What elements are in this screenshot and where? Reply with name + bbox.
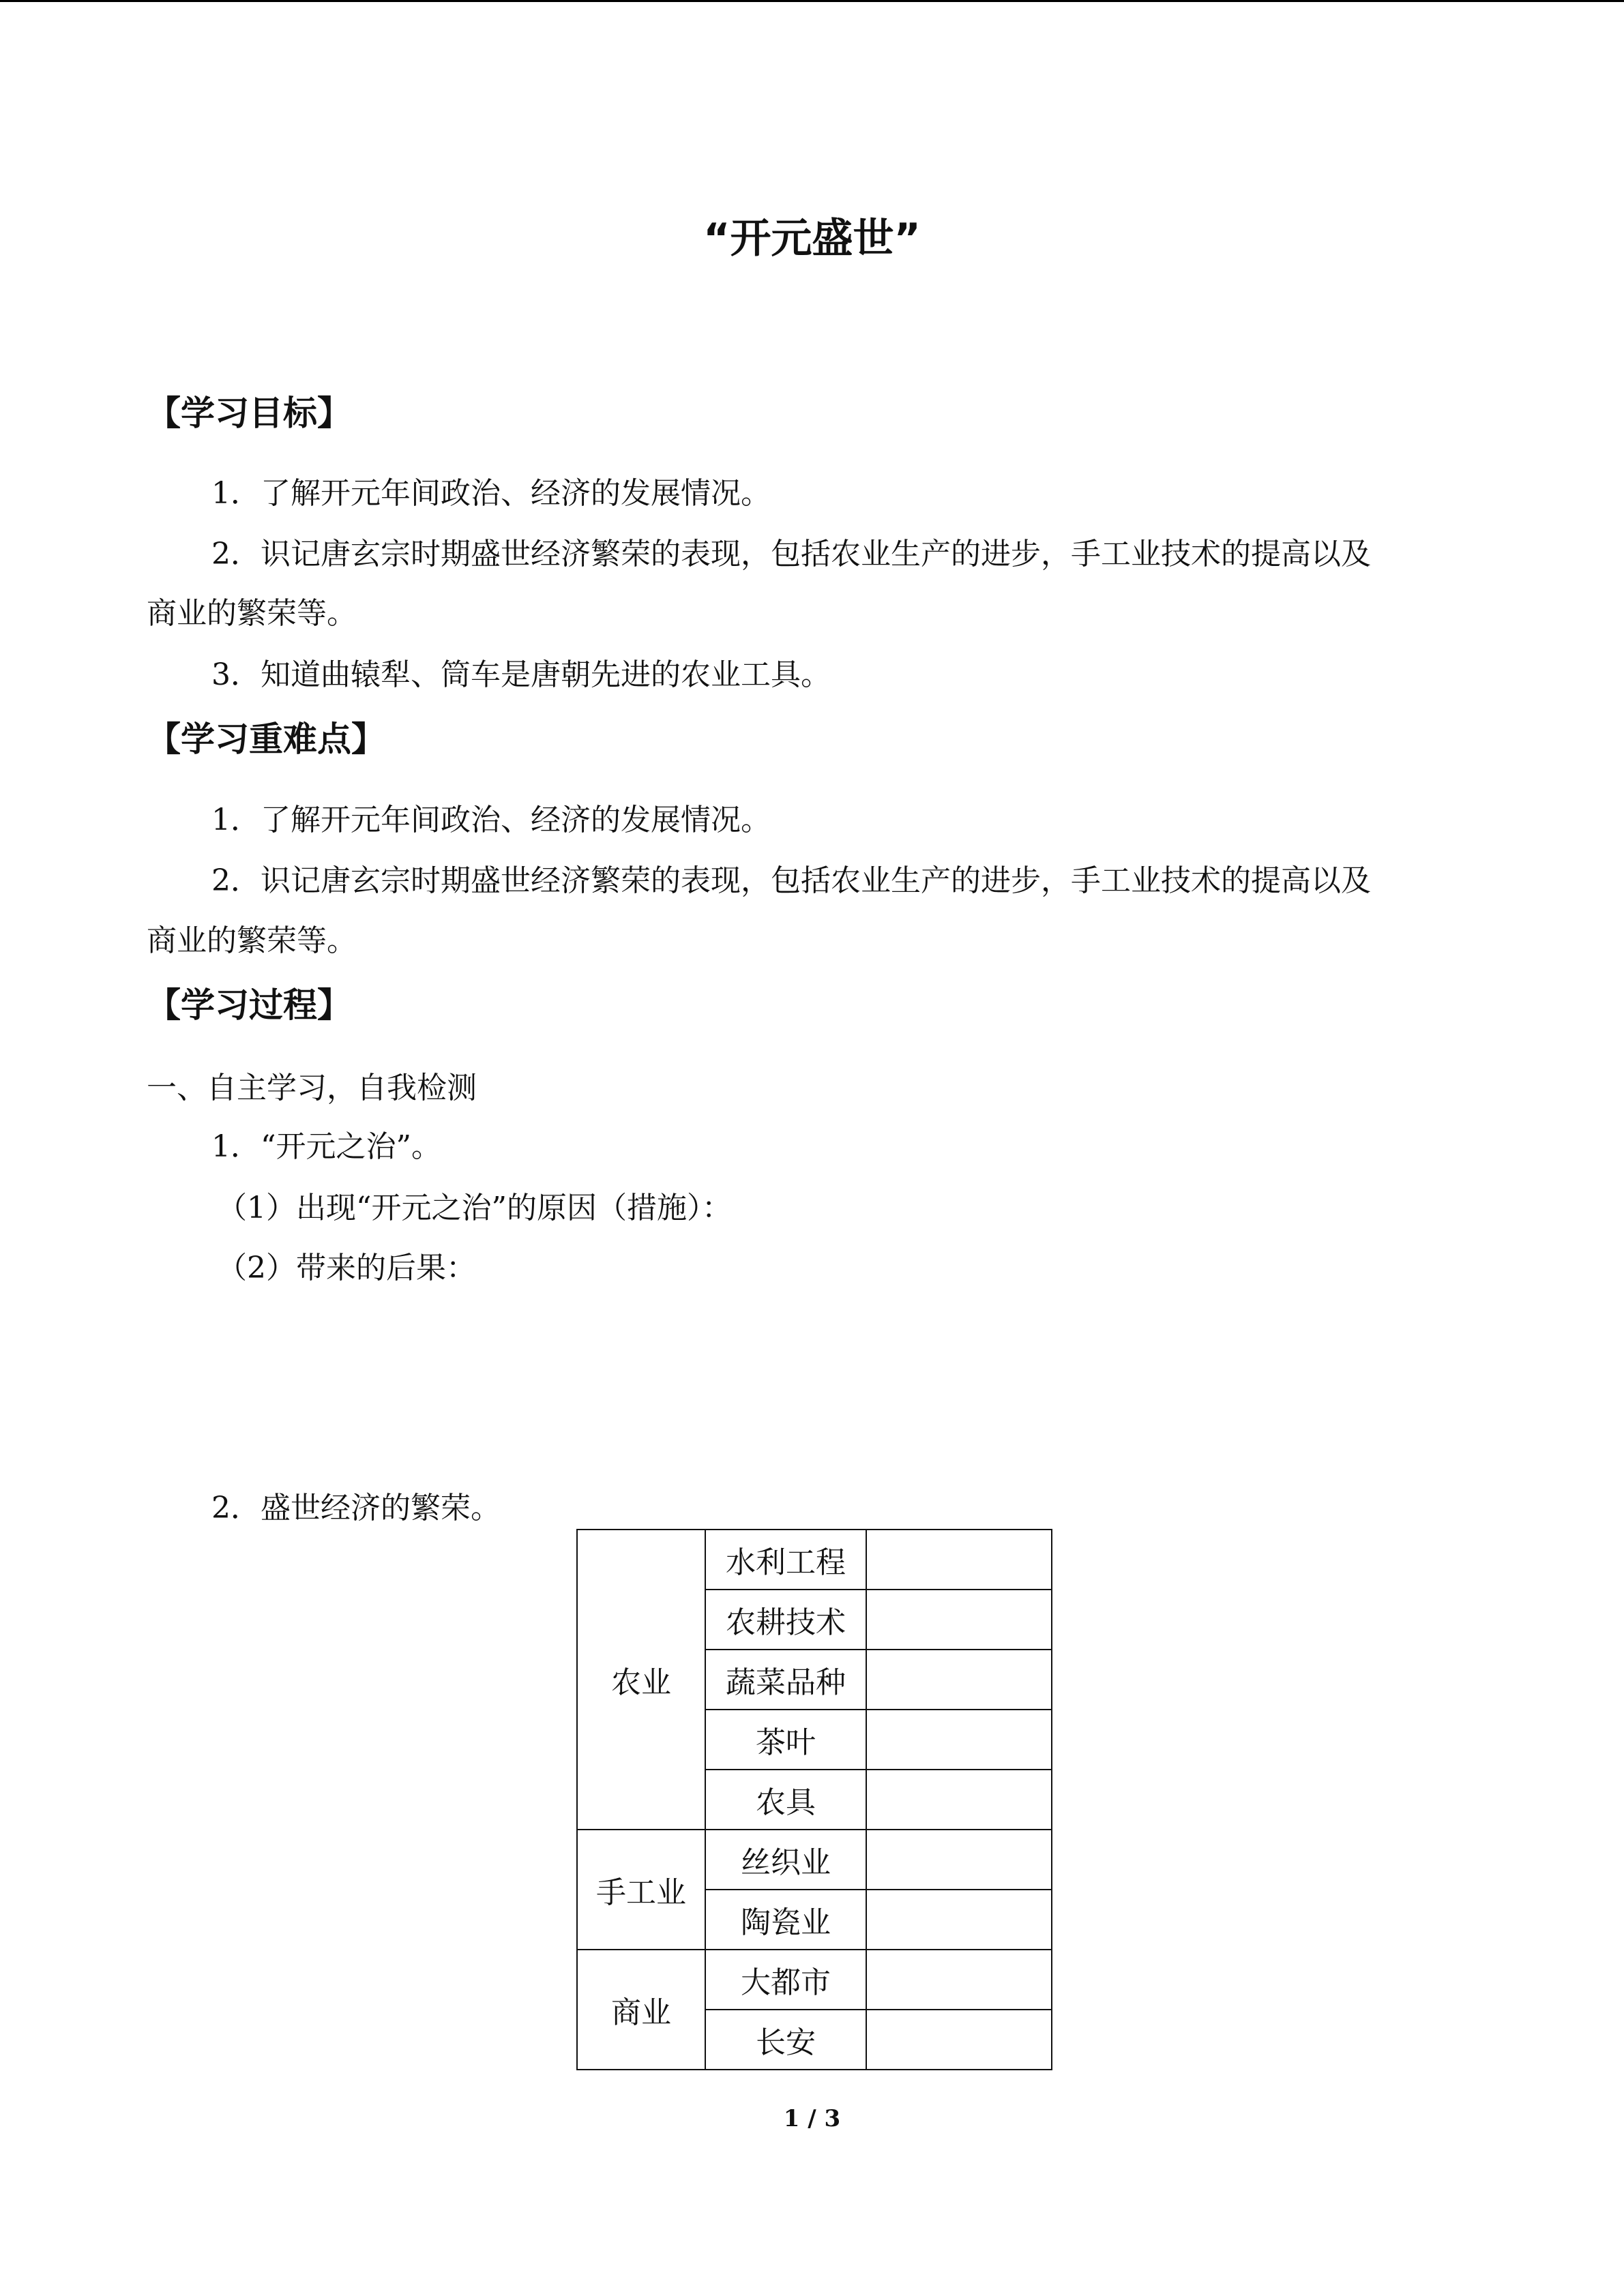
table-answer-cell[interactable] [866, 1890, 1052, 1950]
economy-prosperity-table [576, 1529, 1052, 2070]
section-heading-goals: 【学习目标】 [147, 393, 351, 433]
table-item: 水利工程 [705, 1530, 866, 1590]
table-category-handicraft: 手工业 [577, 1830, 705, 1950]
table-category-commerce: 商业 [577, 1950, 705, 2070]
question-1-a: （1）出现“开元之治”的原因（措施）： [217, 1191, 732, 1225]
table-item: 大都市 [705, 1950, 866, 2010]
page-number: 1 / 3 [783, 2105, 841, 2132]
goal-item-2: 2．识记唐玄宗时期盛世经济繁荣的表现，包括农业生产的进步，手工业技术的提高以及 [211, 537, 1371, 571]
table-item: 丝织业 [705, 1830, 866, 1890]
question-1: 1．“开元之治”。 [211, 1129, 441, 1164]
table-item: 茶叶 [705, 1710, 866, 1770]
page-title: “开元盛世” [703, 215, 921, 263]
table-answer-cell[interactable] [866, 1950, 1052, 2010]
table-row [577, 1950, 1052, 2010]
goal-item-2-continued: 商业的繁荣等。 [147, 596, 357, 631]
table-item: 蔬菜品种 [705, 1650, 866, 1710]
keypoint-item-2-continued: 商业的繁荣等。 [147, 923, 357, 958]
table-answer-cell[interactable] [866, 1530, 1052, 1590]
section-heading-keypoints: 【学习重难点】 [147, 719, 385, 759]
process-part-1: 一、自主学习，自我检测 [147, 1071, 477, 1105]
table-answer-cell[interactable] [866, 1590, 1052, 1650]
table-row [577, 1530, 1052, 1590]
table-answer-cell[interactable] [866, 2010, 1052, 2070]
top-border-line [0, 0, 1624, 2]
section-heading-process: 【学习过程】 [147, 985, 351, 1025]
question-2: 2．盛世经济的繁荣。 [211, 1491, 501, 1525]
table-item: 陶瓷业 [705, 1890, 866, 1950]
table-item: 农具 [705, 1770, 866, 1830]
table-item: 长安 [705, 2010, 866, 2070]
table-answer-cell[interactable] [866, 1710, 1052, 1770]
table-answer-cell[interactable] [866, 1830, 1052, 1890]
table-row [577, 1830, 1052, 1890]
keypoint-item-1: 1．了解开元年间政治、经济的发展情况。 [211, 803, 771, 837]
keypoint-item-2: 2．识记唐玄宗时期盛世经济繁荣的表现，包括农业生产的进步，手工业技术的提高以及 [211, 863, 1371, 898]
goal-item-1: 1．了解开元年间政治、经济的发展情况。 [211, 476, 771, 511]
goal-item-3: 3．知道曲辕犁、筒车是唐朝先进的农业工具。 [211, 657, 831, 692]
question-1-b: （2）带来的后果： [217, 1251, 476, 1285]
table-category-agriculture: 农业 [577, 1530, 705, 1830]
table-answer-cell[interactable] [866, 1650, 1052, 1710]
table-answer-cell[interactable] [866, 1770, 1052, 1830]
table-item: 农耕技术 [705, 1590, 866, 1650]
